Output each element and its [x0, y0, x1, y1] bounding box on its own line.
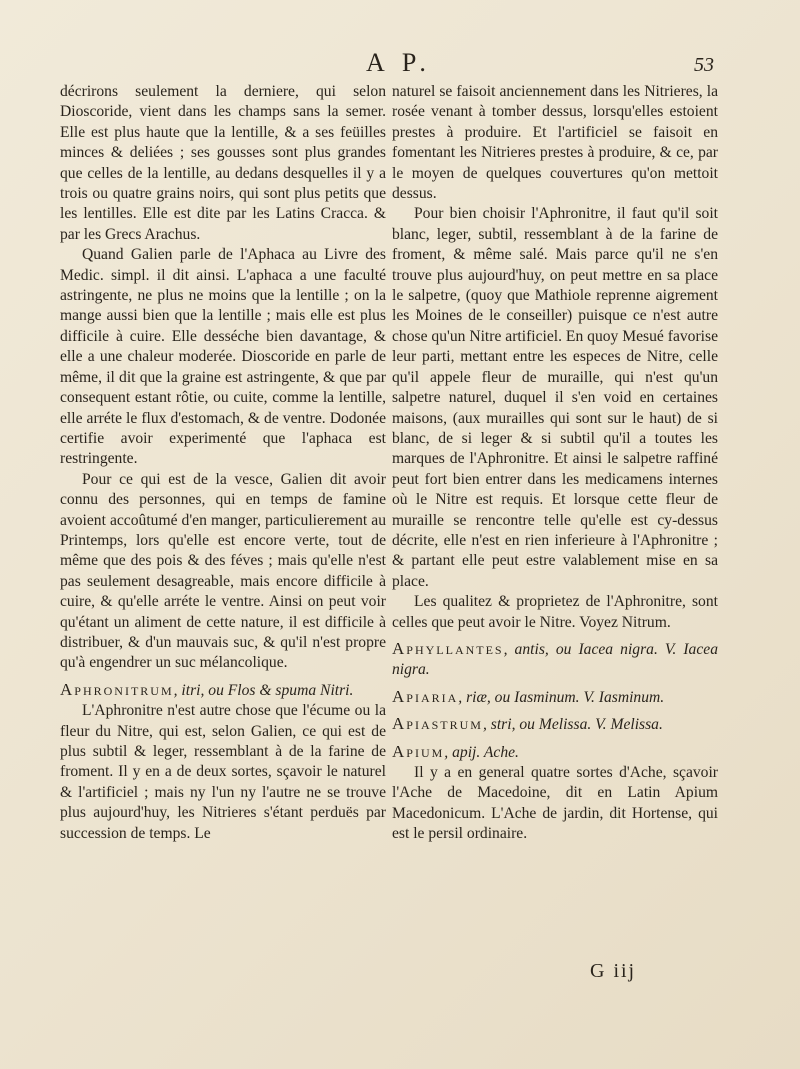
paragraph: Il y a en general quatre sortes d'Ache, sçavoir l'Ache de Macedoine, dit en Latin Apium Macedonicum. L'Ache de jardin, dit Hortense, qui est le persil ordinaire.	[392, 764, 718, 843]
page-number: 53	[694, 54, 714, 76]
page-header	[0, 48, 800, 82]
entry-headword: Aphyllantes	[392, 638, 504, 658]
signature-mark: G iij	[590, 960, 637, 982]
paragraph: naturel se faisoit anciennement dans les Nitrieres, la rosée venant à tomber dessus, lorsqu'elles estoient prestes à produire. Et l'artificiel se faisoit en fomentant les Nitrieres prestes à produire, & ce, par le moyen de quelques couvertures qu'on mettoit dessus.	[392, 83, 718, 203]
running-head: A P.	[366, 48, 432, 77]
entry-variants: , antis, ou Iacea nigra. V. Iacea nigra.	[392, 640, 718, 679]
dictionary-entry-apiastrum	[392, 714, 718, 735]
paragraph: Quand Galien parle de l'Aphaca au Livre des Medic. simpl. il dit ainsi. L'aphaca a une faculté astringente, ne plus ne moins que la lentille ; on la mange aussi bien que la lentille ; mais elle est plus difficile à cuire. Elle desséche bien davantage, & elle a une chaleur moderée. Dioscoride en parle de même, il dit que la graine est astringente, & que par consequent estant rôtie, ou cuite, comme la lentille, elle arréte le flux d'estomach, & de ventre. Dodonée certifie avoir experimenté que l'aphaca est restringente.	[60, 246, 386, 468]
paragraph: Pour ce qui est de la vesce, Galien dit avoir connu des personnes, qui en temps de famine avoient accoûtumé d'en manger, particulierement au Printemps, lors qu'elle est encore verte, tout de même que des pois & des féves ; mais qu'elle n'est pas seulement desagreable, mais encore difficile à cuire, & qu'elle arréte le ventre. Ainsi on peut voir qu'étant un aliment de cette nature, il est difficile à distribuer, & d'un mauvais suc, & qu'il n'est propre qu'à engendrer un suc mélancolique.	[60, 470, 386, 672]
paragraph: Les qualitez & proprietez de l'Aphronitre, sont celles que peut avoir le Nitre. Voyez Nitrum.	[392, 593, 718, 631]
entry-variants: , stri, ou Melissa. V. Melissa.	[482, 716, 663, 734]
paragraph: Pour bien choisir l'Aphronitre, il faut qu'il soit blanc, leger, subtil, ressemblant à de la farine de froment, & même salé. Mais parce qu'il ne s'en trouve plus aujourd'huy, on peut mettre en sa place le salpetre, (quoy que Mathiole reprenne aigrement les Moines de le conseiller) puisque ce n'est autre chose qu'un Nitre artificiel. En quoy Mesué favorise leur parti, mettant entre les especes de Nitre, celle qu'il appele fleur de muraille, qui n'est qu'un salpetre naturel, duquel il s'en void en certaines maisons, (aux murailles qui sont sur le haut) de si blanc, de si leger & si subtil qu'il a toutes les marques de l'Aphronitre. Et ainsi le salpetre raffiné peut fort bien entrer dans les medicamens internes où le Nitre est requis. Et lorsque cette fleur de muraille se rencontre telle qu'elle est cy-dessus décrite, elle n'est en rien inferieure à l'Aphronitre ; & partant elle peut estre valablement mise en sa place.	[392, 205, 718, 590]
dictionary-entry-apium	[392, 742, 718, 763]
entry-headword: Apiaria	[392, 686, 459, 706]
dictionary-entry-aphyllantes	[392, 639, 718, 681]
right-column	[392, 82, 718, 845]
entry-headword: Apium	[392, 741, 445, 761]
entry-headword: Aphronitrum	[60, 679, 174, 699]
dictionary-entry-aphronitrum	[60, 680, 386, 701]
entry-variants: , apij. Ache.	[444, 743, 519, 761]
paragraph: L'Aphronitre n'est autre chose que l'écume ou la fleur du Nitre, qui est, selon Galien, ce qui est de plus subtil & leger, ressemblant à de la farine de froment. Il y en a de deux sortes, sçavoir le naturel & l'artificiel ; mais ny l'un ny l'autre ne se trouve plus aujourd'huy, les Nitrieres s'étant perduës par succession de temps. Le	[60, 702, 386, 842]
entry-variants: , riæ, ou Iasminum. V. Iasminum.	[458, 688, 665, 706]
entry-headword: Apiastrum	[392, 714, 483, 734]
dictionary-entry-apiaria	[392, 687, 718, 708]
left-column	[60, 82, 386, 844]
entry-variants: , itri, ou Flos & spuma Nitri.	[173, 681, 354, 699]
paragraph: décrirons seulement la derniere, qui selon Dioscoride, vient dans les champs sans la semer. Elle est plus haute que la lentille, & a ses feüilles minces & deliées ; ses gousses sont plus grandes que celles de la lentille, au dedans desquelles il y a trois ou quatre grains noirs, qui sont plus petits que les lentilles. Elle est dite par les Latins Cracca. & par les Grecs Arachus.	[60, 83, 386, 243]
